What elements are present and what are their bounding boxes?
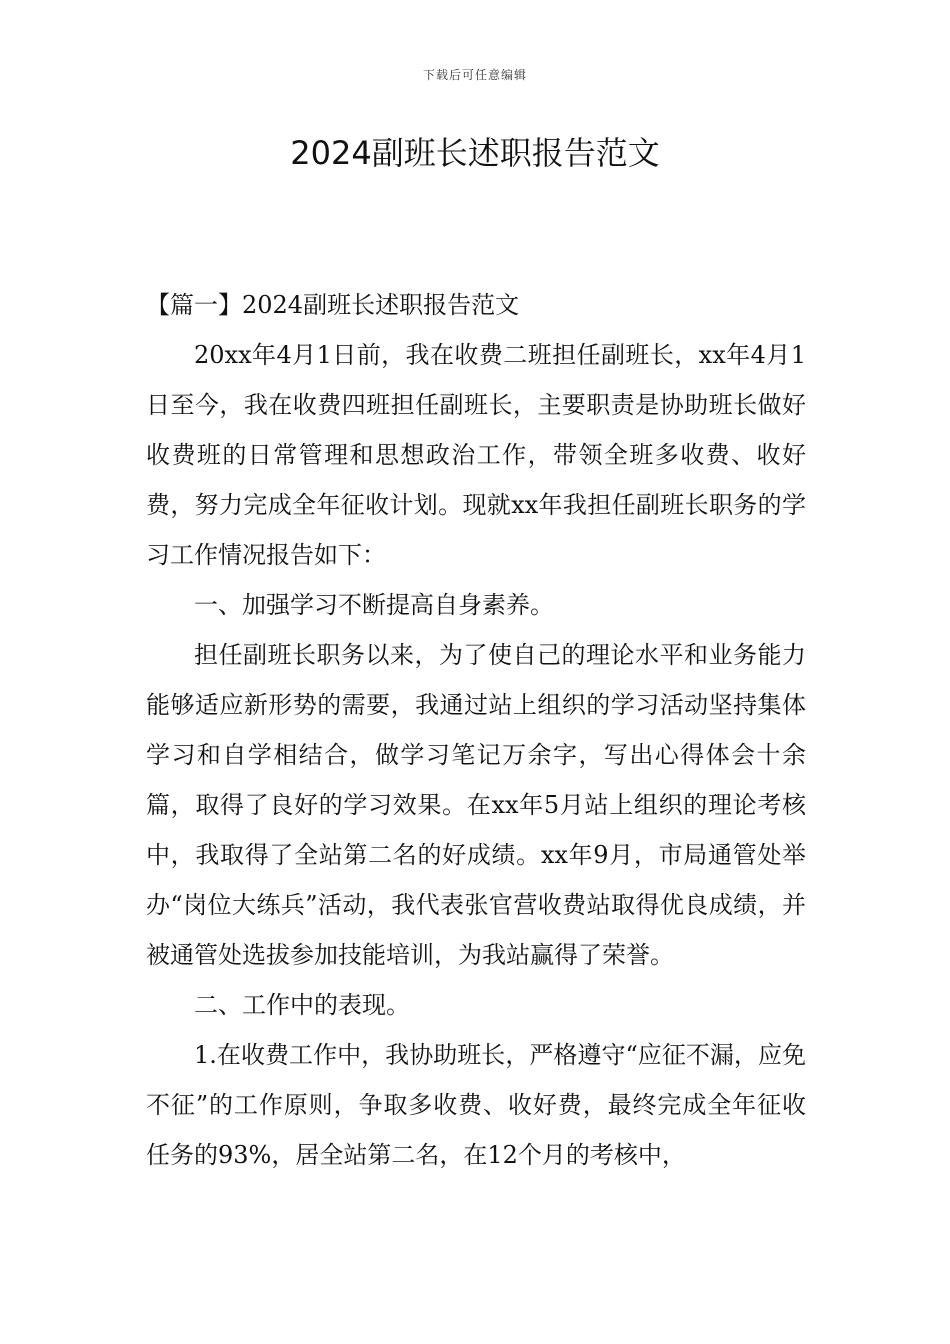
heading-work: 二、工作中的表现。 [194, 991, 410, 1019]
header-note: 下载后可任意编辑 [422, 68, 527, 82]
document-body [146, 280, 806, 1180]
document-title: 2024副班长述职报告范文 [290, 134, 660, 172]
paragraph-study: 担任副班长职务以来，为了使自己的理论水平和业务能力能够适应新形势的需要，我通过站上组织的学习活动坚持集体学习和自学相结合，做学习笔记万余字，写出心得体会十余篇，取得了良好的学习效果。在xx年5月站上组织的理论考核中，我取得了全站第二名的好成绩。xx年9月，市局通管处举办“岗位大练兵”活动，我代表张官营收费站取得优良成绩，并被通管处选拔参加技能培训，为我站赢得了荣誉。 [146, 641, 806, 969]
section-heading: 【篇一】2024副班长述职报告范文 [146, 291, 520, 319]
paragraph-intro: 20xx年4月1日前，我在收费二班担任副班长，xx年4月1日至今，我在收费四班担任副班长，主要职责是协助班长做好收费班的日常管理和思想政治工作，带领全班多收费、收好费，努力完成全年征收计划。现就xx年我担任副班长职务的学习工作情况报告如下： [146, 341, 806, 569]
heading-study: 一、加强学习不断提高自身素养。 [194, 591, 554, 619]
paragraph-work: 1.在收费工作中，我协助班长，严格遵守“应征不漏，应免不征”的工作原则，争取多收费、收好费，最终完成全年征收任务的93%，居全站第二名，在12个月的考核中， [146, 1041, 806, 1169]
